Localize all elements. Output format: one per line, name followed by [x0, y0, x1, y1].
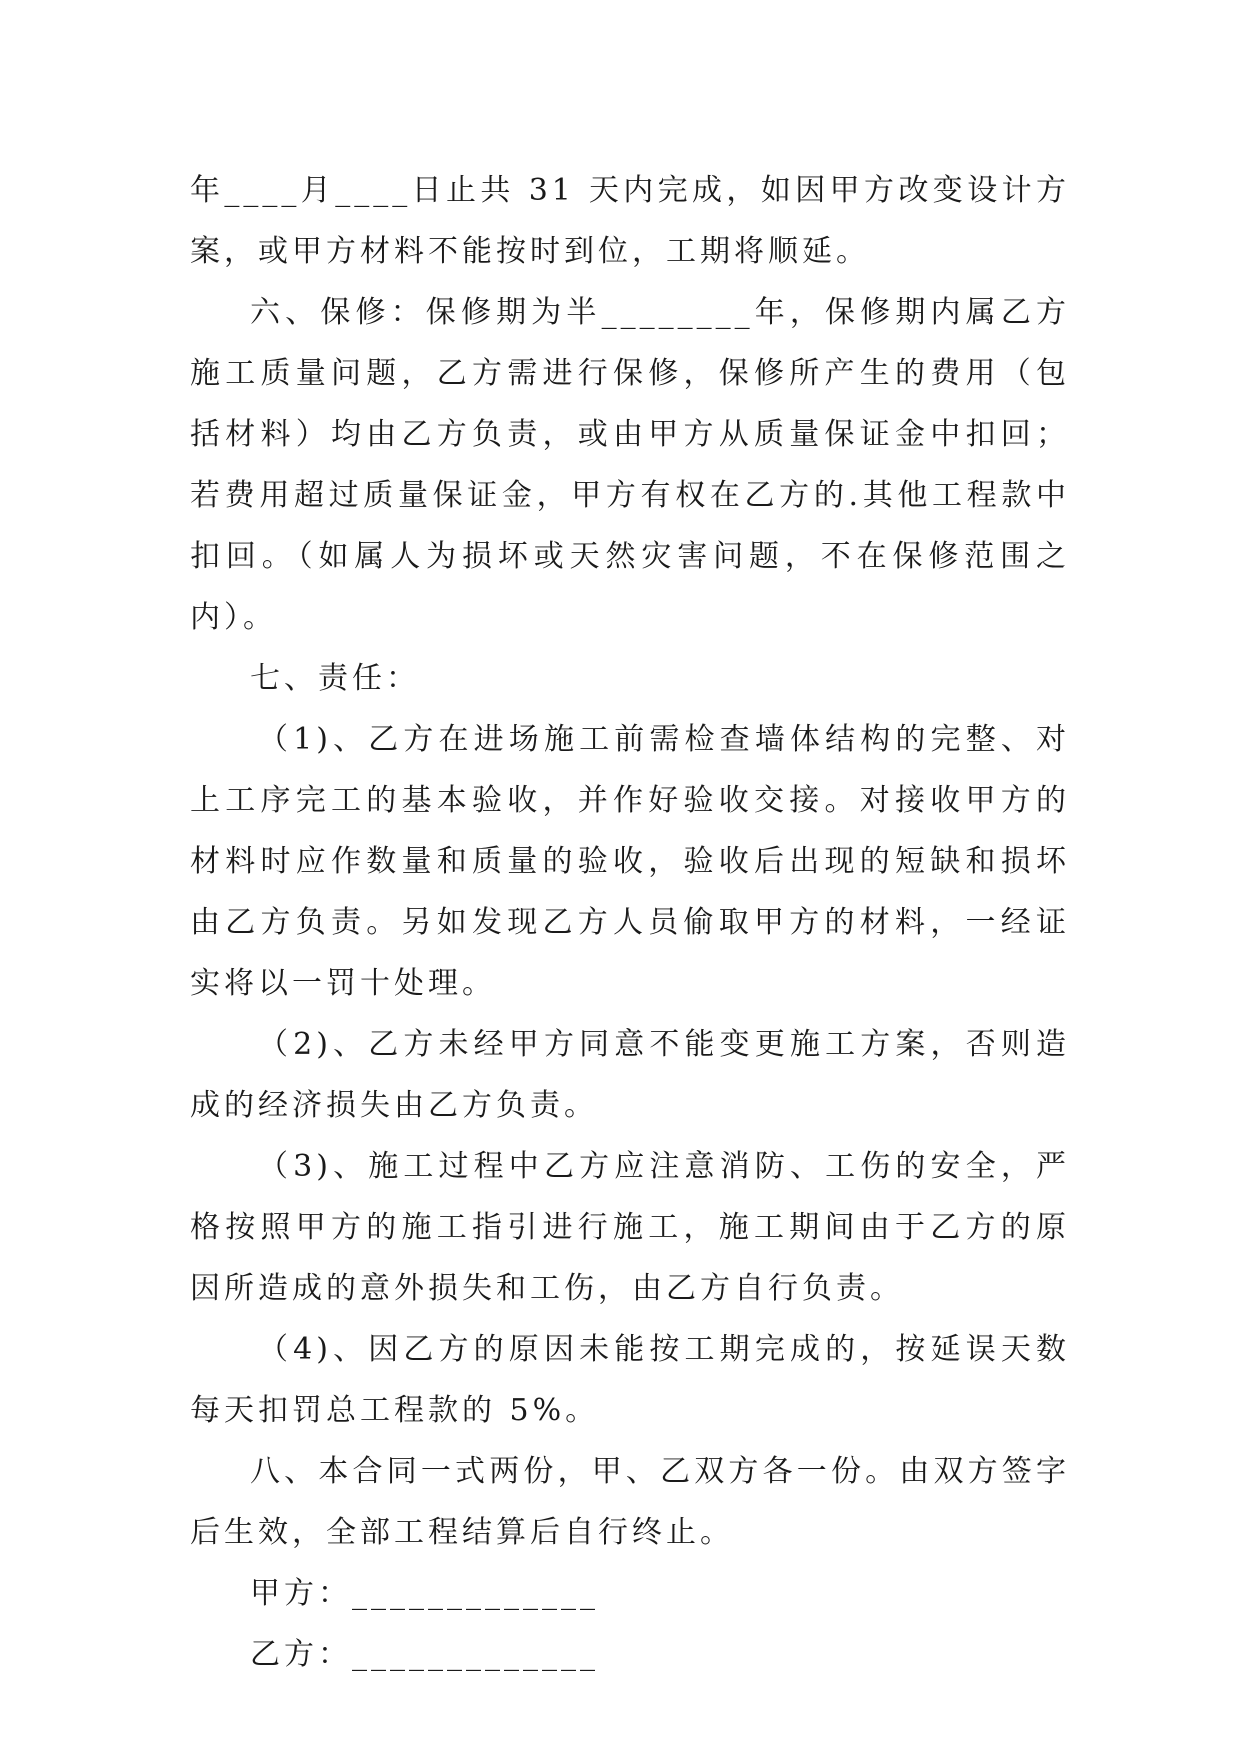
paragraph-warranty: 六、保修：保修期为半________年，保修期内属乙方施工质量问题，乙方需进行保修，保修所产生的费用（包括材料）均由乙方负责，或由甲方从质量保证金中扣回；若费用超过质量保证金，甲方有权在乙方的.其他工程款中扣回。（如属人为损坏或天然灾害问题，不在保修范围之内）。 — [190, 295, 1070, 635]
document-page — [190, 160, 1070, 1685]
signature-party-a: 甲方：_____________ — [250, 1576, 599, 1611]
paragraph-schedule: 年____月____日止共 31 天内完成，如因甲方改变设计方案，或甲方材料不能按时到位，工期将顺延。 — [190, 173, 1070, 269]
paragraph-responsibility-item-2: （2)、乙方未经甲方同意不能变更施工方案，否则造成的经济损失由乙方负责。 — [190, 1027, 1070, 1123]
paragraph-responsibility-heading: 七、责任： — [250, 661, 420, 696]
paragraph-responsibility-item-1: （1)、乙方在进场施工前需检查墙体结构的完整、对上工序完工的基本验收，并作好验收交接。对接收甲方的材料时应作数量和质量的验收，验收后出现的短缺和损坏由乙方负责。另如发现乙方人员偷取甲方的材料，一经证实将以一罚十处理。 — [190, 722, 1070, 1001]
signature-party-b: 乙方：_____________ — [250, 1637, 599, 1672]
paragraph-responsibility-item-4: （4)、因乙方的原因未能按工期完成的，按延误天数每天扣罚总工程款的 5%。 — [190, 1332, 1070, 1428]
paragraph-copies: 八、本合同一式两份，甲、乙双方各一份。由双方签字后生效，全部工程结算后自行终止。 — [190, 1454, 1070, 1550]
paragraph-responsibility-item-3: （3)、施工过程中乙方应注意消防、工伤的安全，严格按照甲方的施工指引进行施工，施工期间由于乙方的原因所造成的意外损失和工伤，由乙方自行负责。 — [190, 1149, 1070, 1306]
